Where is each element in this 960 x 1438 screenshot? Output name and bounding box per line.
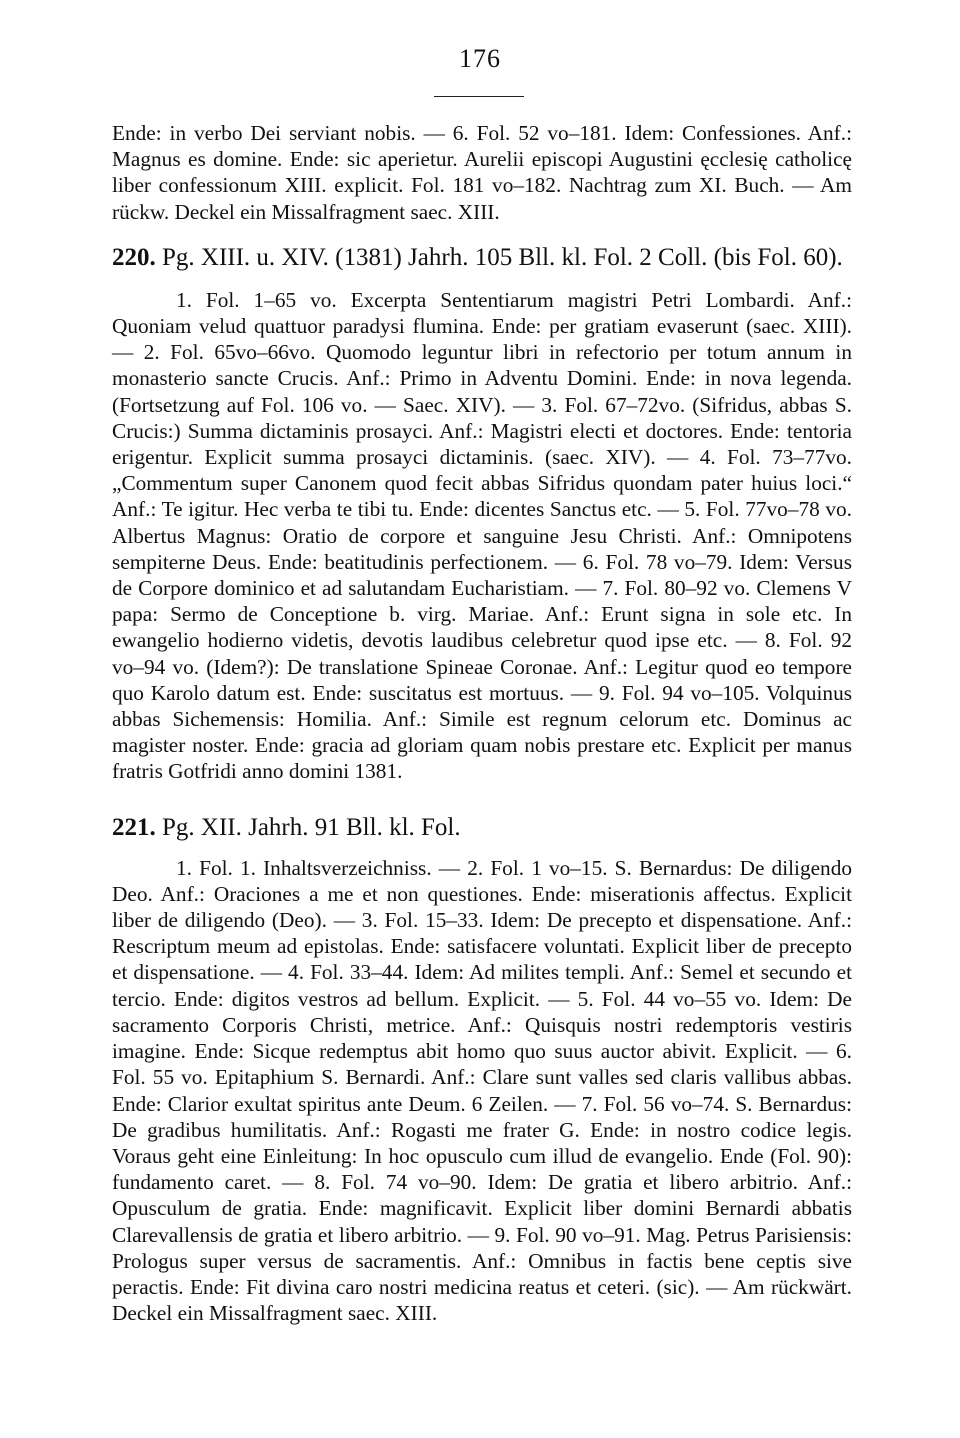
catalog-entry — [112, 243, 852, 785]
page-number-rule — [434, 96, 524, 97]
entry-body: 1. Fol. 1–65 vo. Excerpta Sententiarum magistri Petri Lombardi. Anf.: Quoniam velud quattuor paradysi flumina. Ende: per gratiam evaserunt (saec. XIII). — 2. Fol. 65vo–66vo. Quomodo leguntur libri in refectorio per totum annum in monasterio sancte Crucis. Anf.: Primo in Adventu Domini. Ende: in nova legenda. (Fortsetzung auf Fol. 106 vo. — Saec. XIV). — 3. Fol. 67–72vo. (Sifridus, abbas S. Crucis:) Summa dictaminis prosayci. Anf.: Magistri electi et doctores. Ende: tentoria erigentur. Explicit summa prosayci dictaminis. (saec. XIV). — 4. Fol. 73–77vo. „Commentum super Canonem quod fecit abbas Sifridus quondam pater huius loci.“ Anf.: Te igitur. Hec verba te tibi tu. Ende: dicentes Sanctus etc. — 5. Fol. 77vo–78 vo. Albertus Magnus: Oratio de corpore et sanguine Jesu Christi. Anf.: Omnipotens sempiterne Deus. Ende: beatitudinis perfectionem. — 6. Fol. 78 vo–79. Idem: Versus de Corpore dominico et ad salutandam Eucharistiam. — 7. Fol. 80–92 vo. Clemens V papa: Sermo de Conceptione b. virg. Mariae. Anf.: Erunt signa in sole etc. In ewangelio hodierno videtis, devotis laudibus celebretur quod ipse etc. — 8. Fol. 92 vo–94 vo. (Idem?): De translatione Spineae Coronae. Anf.: Legitur quod eo tempore quo Karolo datum est. Ende: suscitatus est mortuus. — 9. Fol. 94 vo–105. Volquinus abbas Sichemensis: Homilia. Anf.: Simile est regnum celorum etc. Dominus ac magister noster. Ende: gracia ad gloriam quam nobis prestare etc. Explicit per manus fratris Gotfridi anno domini 1381. — [112, 287, 852, 784]
entry-body: 1. Fol. 1. Inhaltsverzeichniss. — 2. Fol. 1 vo–15. S. Bernardus: De diligendo Deo. Anf.: Oraciones a me et non questiones. Ende: miserationis affectus. Explicit liber de diligendo (Deo). — 3. Fol. 15–33. Idem: De precepto et dispensatione. Anf.: Rescriptum meum ad epistolas. Ende: satisfacere voluntati. Explicit liber de precepto et dispensatione. — 4. Fol. 33–44. Idem: Ad milites templi. Anf.: Semel et secundo et tercio. Ende: digitos vestros ad bellum. Explicit. — 5. Fol. 44 vo–55 vo. Idem: De sacramento Corporis Christi, metrice. Anf.: Quisquis nostri redemptoris vestiris imagine. Ende: Sicque redemptus abit homo quo suus auctor abivit. Explicit. — 6. Fol. 55 vo. Epitaphium S. Bernardi. Anf.: Clare sunt valles sed claris vallibus abbas. Ende: Clarior exultat spiritus ante Deum. 6 Zeilen. — 7. Fol. 56 vo–74. S. Bernardus: De gradibus humilitatis. Anf.: Rogasti me frater G. Ende: in nostro codice legis. Voraus geht eine Einleitung: In hoc opusculo cum illud de evangelio. Ende (Fol. 90): fundamento caret. — 8. Fol. 74 vo–90. Idem: De gratia et libero arbitrio. Anf.: Opusculum de gratia. Ende: magnificavit. Explicit liber domini Bernardi abbatis Clarevallensis de gratia et libero arbitrio. — 9. Fol. 90 vo–91. Mag. Petrus Parisiensis: Prologus super versus de sacramentis. Anf.: Omnibus in factis bene ceptis sive peractis. Ende: Fit divina caro nostri medicina reatus et ceteri. (sic). — Am rückwärt. Deckel ein Missalfragment saec. XIII. — [112, 855, 852, 1326]
page-number: 176 — [459, 44, 501, 73]
catalog-entry — [112, 813, 852, 1327]
continuation-paragraph: Ende: in verbo Dei serviant nobis. — 6. Fol. 52 vo–181. Idem: Confessiones. Anf.: Magnus es domine. Ende: sic aperietur. Aurelii episcopi Augustini ęcclesię catholicę liber confessionum XIII. explicit. Fol. 181 vo–182. Nachtrag zum XI. Buch. — Am rückw. Deckel ein Missalfragment saec. XIII. — [112, 121, 852, 224]
entry-heading — [112, 243, 852, 273]
page-body — [112, 120, 852, 1326]
entry-number: 221. — [112, 813, 156, 841]
entry-heading-text: Pg. XIII. u. XIV. (1381) Jahrh. 105 Bll. kl. Fol. 2 Coll. (bis Fol. 60). — [162, 243, 843, 271]
entry-number: 220. — [112, 243, 156, 271]
entry-heading — [112, 813, 852, 843]
entry-heading-text: Pg. XII. Jahrh. 91 Bll. kl. Fol. — [162, 813, 461, 841]
